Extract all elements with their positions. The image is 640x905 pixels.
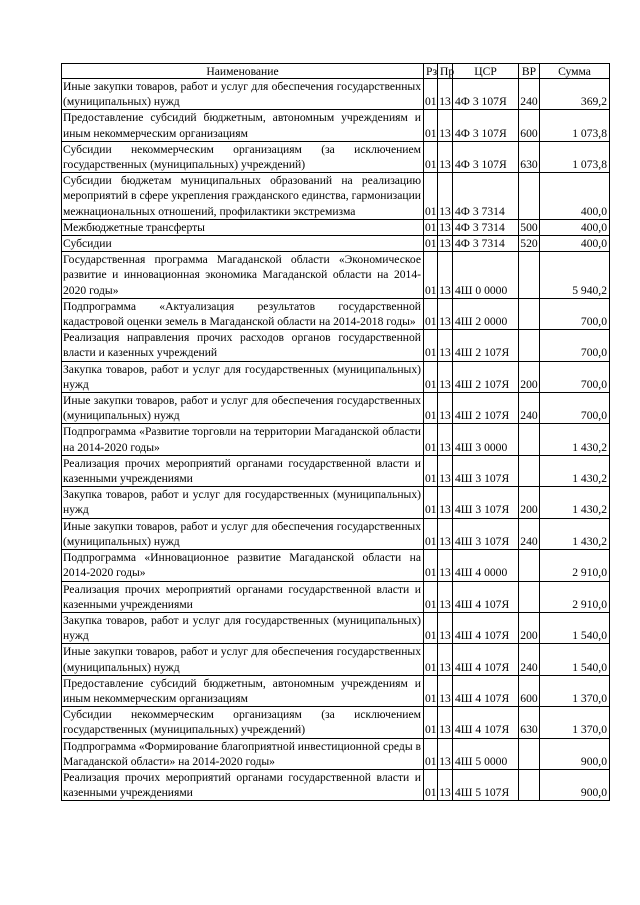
cell-pr: 13	[438, 330, 453, 361]
cell-pr: 13	[438, 79, 453, 110]
cell-vr: 500	[520, 220, 538, 234]
table-header-row	[62, 64, 610, 79]
cell-name: Государственная программа Магаданской области «Экономическое развитие и инновационная экономика Магаданской области на 2014-2020 годы»	[62, 252, 424, 299]
cell-sum: 700,0	[540, 393, 610, 424]
cell-vr	[519, 581, 540, 612]
cell-rz: 01	[424, 424, 438, 455]
cell-sum: 400,0	[540, 236, 610, 252]
cell-name: Иные закупки товаров, работ и услуг для обеспечения государственных (муниципальных) нужд	[62, 518, 424, 549]
table-row	[62, 518, 610, 549]
cell-sum: 1 430,2	[540, 424, 610, 455]
cell-pr: 13	[438, 487, 453, 518]
cell-rz: 01	[425, 237, 437, 251]
cell-sum: 1 370,0	[540, 675, 610, 706]
cell-pr: 13	[438, 707, 453, 738]
cell-sum: 400,0	[540, 219, 610, 235]
cell-vr: 520	[520, 237, 538, 251]
cell-sum: 900,0	[540, 769, 610, 800]
table-row	[62, 455, 610, 486]
cell-name: Межбюджетные трансферты	[62, 219, 424, 235]
budget-table	[61, 63, 610, 801]
header-sum: Сумма	[540, 64, 610, 79]
cell-vr	[519, 550, 540, 581]
cell-name: Закупка товаров, работ и услуг для государственных (муниципальных) нужд	[62, 612, 424, 643]
cell-rz: 01	[424, 393, 438, 424]
table-row	[62, 769, 610, 800]
cell-rz: 01	[424, 330, 438, 361]
cell-csr: 4Ф 3 107Я	[453, 110, 519, 141]
table-row	[62, 361, 610, 392]
table-row	[62, 738, 610, 769]
table-row	[62, 612, 610, 643]
cell-name: Иные закупки товаров, работ и услуг для обеспечения государственных (муниципальных) нужд	[62, 79, 424, 110]
cell-vr	[519, 424, 540, 455]
cell-name: Подпрограмма «Развитие торговли на территории Магаданской области на 2014-2020 годы»	[62, 424, 424, 455]
cell-name: Реализация прочих мероприятий органами государственной власти и казенными учреждениями	[62, 581, 424, 612]
cell-name: Субсидии некоммерческим организациям (за исключением государственных (муниципальных) учреждений)	[62, 707, 424, 738]
table-row	[62, 675, 610, 706]
table-row	[62, 252, 610, 299]
cell-vr: 600	[519, 110, 540, 141]
cell-pr: 13	[439, 220, 451, 234]
cell-csr: 4Ш 3 107Я	[453, 487, 519, 518]
cell-pr: 13	[439, 237, 451, 251]
header-name: Наименование	[62, 64, 424, 79]
cell-sum: 700,0	[540, 361, 610, 392]
cell-sum: 700,0	[540, 330, 610, 361]
table-row	[62, 219, 610, 235]
cell-rz: 01	[424, 110, 438, 141]
cell-rz: 01	[424, 173, 438, 220]
cell-sum: 1 430,2	[540, 487, 610, 518]
cell-sum: 1 430,2	[540, 518, 610, 549]
cell-rz: 01	[424, 487, 438, 518]
cell-csr: 4Ш 3 0000	[453, 424, 519, 455]
cell-sum: 1 370,0	[540, 707, 610, 738]
cell-csr: 4Ш 0 0000	[453, 252, 519, 299]
cell-sum: 1 540,0	[540, 644, 610, 675]
cell-pr: 13	[438, 550, 453, 581]
cell-rz: 01	[424, 612, 438, 643]
cell-csr: 4Ф 3 107Я	[453, 141, 519, 172]
cell-name: Закупка товаров, работ и услуг для государственных (муниципальных) нужд	[62, 361, 424, 392]
cell-vr: 240	[519, 393, 540, 424]
cell-name: Подпрограмма «Формирование благоприятной инвестиционной среды в Магаданской области» на 2014-2020 годы»	[62, 738, 424, 769]
cell-rz: 01	[424, 738, 438, 769]
header-vr: ВР	[519, 64, 540, 79]
cell-vr: 630	[519, 141, 540, 172]
cell-vr	[519, 173, 540, 220]
cell-csr: 4Ф 3 107Я	[453, 79, 519, 110]
cell-pr: 13	[438, 675, 453, 706]
cell-pr: 13	[438, 769, 453, 800]
cell-rz: 01	[424, 644, 438, 675]
header-pr: Пр	[438, 64, 453, 79]
cell-name: Реализация прочих мероприятий органами государственной власти и казенными учреждениями	[62, 769, 424, 800]
cell-vr: 240	[519, 644, 540, 675]
cell-rz: 01	[424, 455, 438, 486]
table-row	[62, 79, 610, 110]
cell-vr: 240	[519, 79, 540, 110]
cell-csr: 4Ш 2 0000	[453, 298, 519, 329]
cell-name: Реализация направления прочих расходов органов государственной власти и казенных учреждений	[62, 330, 424, 361]
cell-pr: 13	[438, 298, 453, 329]
cell-name: Иные закупки товаров, работ и услуг для обеспечения государственных (муниципальных) нужд	[62, 393, 424, 424]
header-rz: Рз	[424, 64, 438, 79]
cell-sum: 2 910,0	[540, 550, 610, 581]
cell-sum: 5 940,2	[540, 252, 610, 299]
cell-sum: 2 910,0	[540, 581, 610, 612]
cell-csr: 4Ш 5 0000	[453, 738, 519, 769]
table-row	[62, 424, 610, 455]
cell-name: Реализация прочих мероприятий органами государственной власти и казенными учреждениями	[62, 455, 424, 486]
cell-pr: 13	[438, 252, 453, 299]
cell-vr	[519, 738, 540, 769]
cell-sum: 369,2	[540, 79, 610, 110]
cell-vr	[519, 252, 540, 299]
cell-name: Субсидии некоммерческим организациям (за исключением государственных (муниципальных) учреждений)	[62, 141, 424, 172]
cell-pr: 13	[438, 424, 453, 455]
cell-pr: 13	[438, 581, 453, 612]
header-csr: ЦСР	[453, 64, 519, 79]
cell-rz: 01	[424, 252, 438, 299]
table-row	[62, 550, 610, 581]
cell-csr: 4Ш 2 107Я	[453, 361, 519, 392]
cell-sum: 1 073,8	[540, 141, 610, 172]
cell-csr: 4Ш 4 107Я	[453, 612, 519, 643]
cell-vr: 200	[519, 612, 540, 643]
cell-pr: 13	[438, 110, 453, 141]
cell-rz: 01	[424, 581, 438, 612]
cell-vr	[519, 298, 540, 329]
cell-csr: 4Ш 4 107Я	[453, 581, 519, 612]
cell-vr: 200	[519, 487, 540, 518]
cell-rz: 01	[424, 518, 438, 549]
cell-name: Подпрограмма «Инновационное развитие Магаданской области на 2014-2020 годы»	[62, 550, 424, 581]
cell-sum: 400,0	[540, 173, 610, 220]
cell-pr: 13	[438, 738, 453, 769]
table-row	[62, 393, 610, 424]
cell-rz: 01	[424, 79, 438, 110]
table-row	[62, 173, 610, 220]
cell-rz: 01	[425, 220, 437, 234]
cell-pr: 13	[438, 393, 453, 424]
cell-vr	[519, 455, 540, 486]
cell-csr: 4Ф 3 7314	[453, 173, 519, 220]
cell-pr: 13	[438, 173, 453, 220]
cell-vr: 240	[519, 518, 540, 549]
cell-csr: 4Ф 3 7314	[453, 219, 519, 235]
cell-vr: 600	[519, 675, 540, 706]
cell-rz: 01	[424, 675, 438, 706]
cell-sum: 1 073,8	[540, 110, 610, 141]
cell-sum: 1 540,0	[540, 612, 610, 643]
cell-pr: 13	[438, 644, 453, 675]
table-row	[62, 581, 610, 612]
cell-pr: 13	[438, 612, 453, 643]
cell-csr: 4Ш 5 107Я	[453, 769, 519, 800]
cell-name: Предоставление субсидий бюджетным, автономным учреждениям и иным некоммерческим организациям	[62, 110, 424, 141]
cell-pr: 13	[438, 455, 453, 486]
cell-pr: 13	[438, 361, 453, 392]
cell-csr: 4Ш 4 107Я	[453, 644, 519, 675]
cell-csr: 4Ш 4 0000	[453, 550, 519, 581]
cell-csr: 4Ш 3 107Я	[453, 455, 519, 486]
cell-sum: 900,0	[540, 738, 610, 769]
cell-csr: 4Ш 4 107Я	[453, 675, 519, 706]
cell-vr: 200	[519, 361, 540, 392]
cell-csr: 4Ш 3 107Я	[453, 518, 519, 549]
cell-rz: 01	[424, 707, 438, 738]
cell-vr	[519, 769, 540, 800]
cell-rz: 01	[424, 361, 438, 392]
cell-name: Предоставление субсидий бюджетным, автономным учреждениям и иным некоммерческим организациям	[62, 675, 424, 706]
table-row	[62, 110, 610, 141]
cell-rz: 01	[424, 141, 438, 172]
cell-sum: 700,0	[540, 298, 610, 329]
cell-rz: 01	[424, 769, 438, 800]
table-row	[62, 330, 610, 361]
cell-rz: 01	[424, 550, 438, 581]
table-row	[62, 298, 610, 329]
table-row	[62, 707, 610, 738]
table-row	[62, 644, 610, 675]
cell-name: Иные закупки товаров, работ и услуг для обеспечения государственных (муниципальных) нужд	[62, 644, 424, 675]
cell-sum: 1 430,2	[540, 455, 610, 486]
cell-name: Подпрограмма «Актуализация результатов государственной кадастровой оценки земель в Магаданской области на 2014-2018 годы»	[62, 298, 424, 329]
cell-vr	[519, 330, 540, 361]
cell-name: Субсидии бюджетам муниципальных образований на реализацию мероприятий в сфере укрепления гражданского единства, гармонизации межнациональных отношений, профилактики экстремизма	[62, 173, 424, 220]
cell-csr: 4Ш 4 107Я	[453, 707, 519, 738]
cell-rz: 01	[424, 298, 438, 329]
cell-csr: 4Ф 3 7314	[453, 236, 519, 252]
cell-name: Закупка товаров, работ и услуг для государственных (муниципальных) нужд	[62, 487, 424, 518]
cell-pr: 13	[438, 141, 453, 172]
cell-csr: 4Ш 2 107Я	[453, 330, 519, 361]
table-row	[62, 487, 610, 518]
cell-csr: 4Ш 2 107Я	[453, 393, 519, 424]
table-row	[62, 236, 610, 252]
cell-vr: 630	[519, 707, 540, 738]
cell-name: Субсидии	[62, 236, 424, 252]
cell-pr: 13	[438, 518, 453, 549]
table-row	[62, 141, 610, 172]
